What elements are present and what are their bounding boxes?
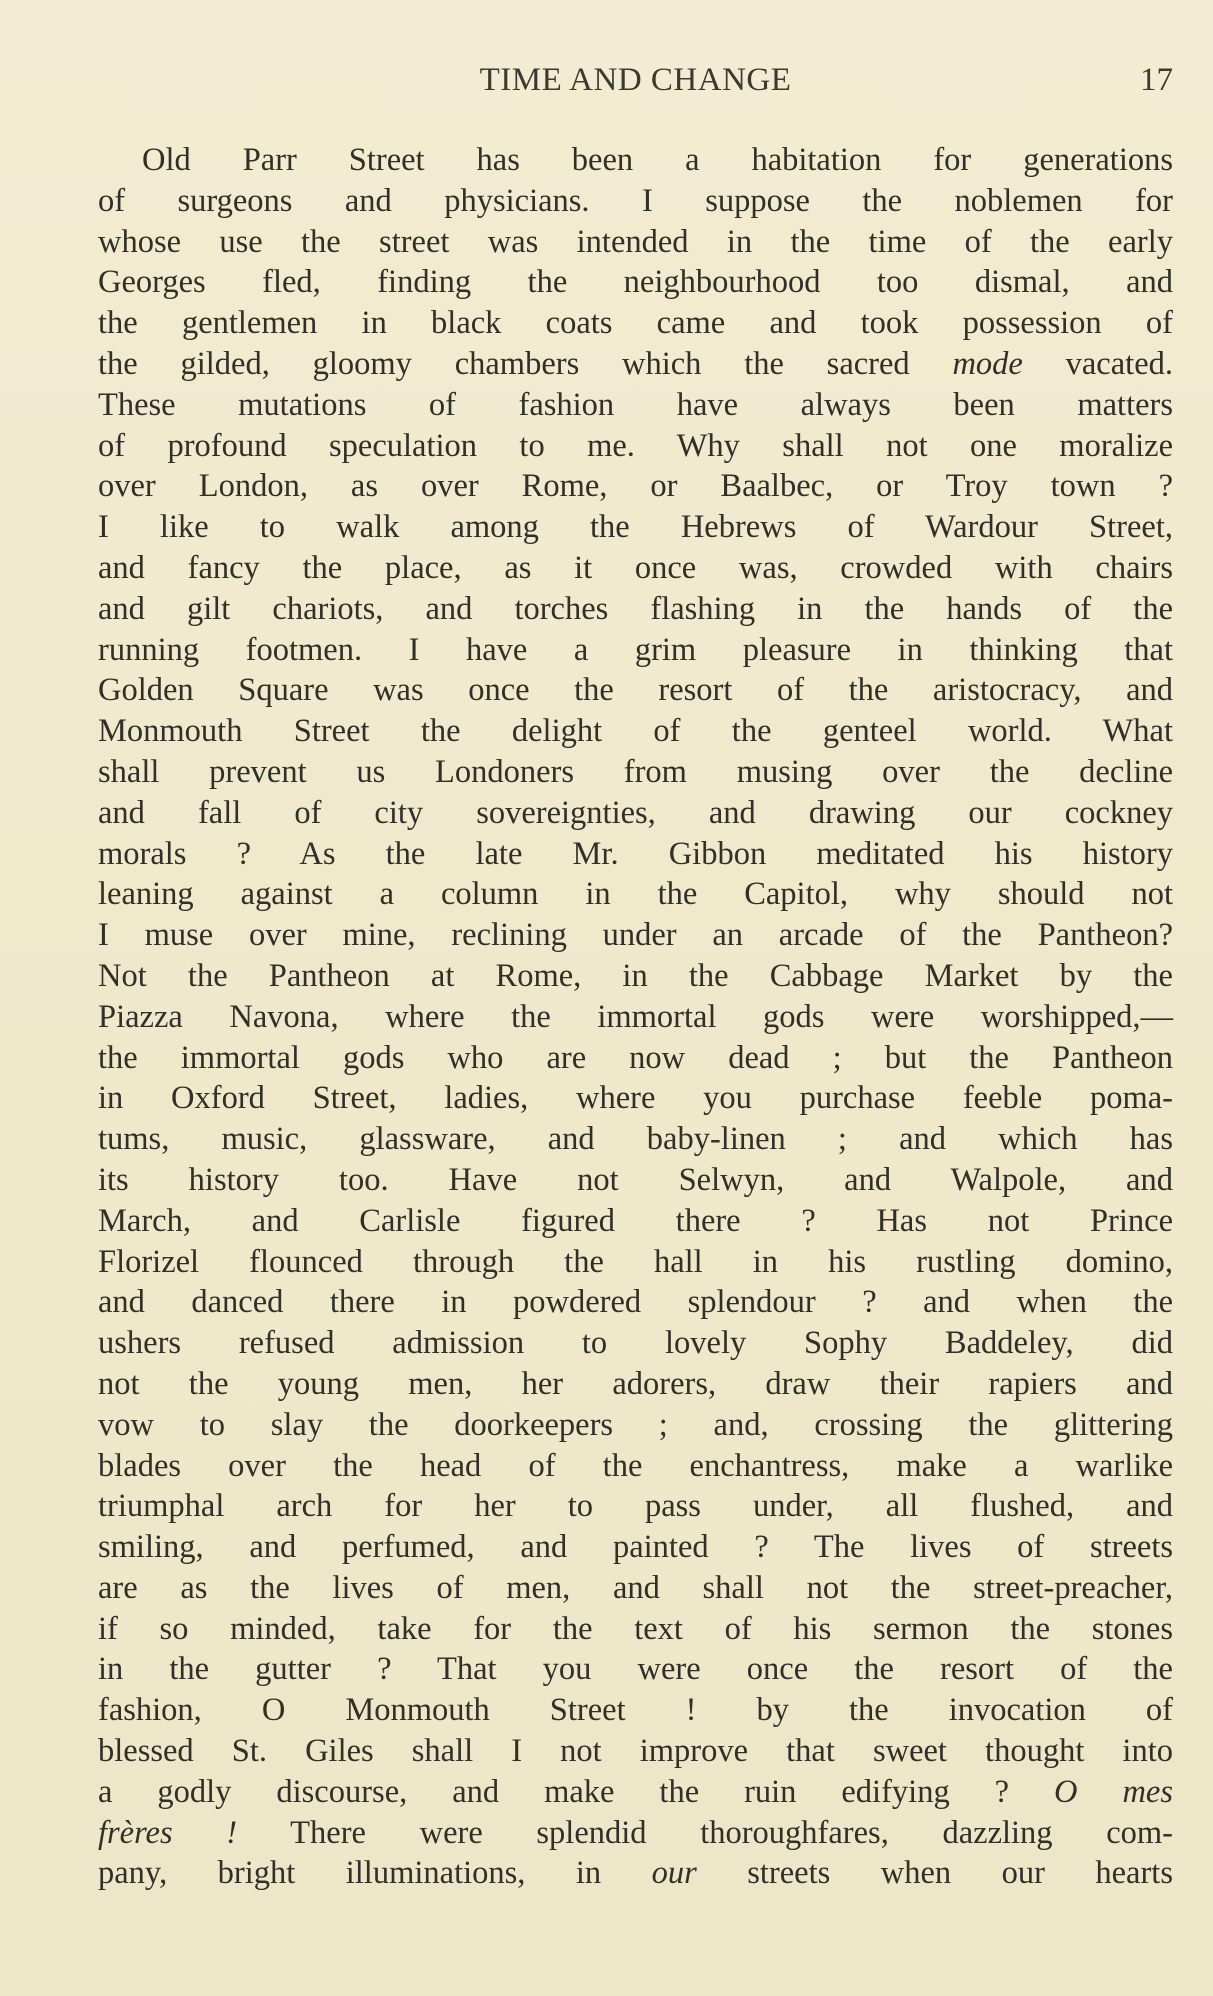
text-line: the immortal gods who are now dead ; but the Pantheon [98, 1039, 1173, 1076]
text-line: Monmouth Street the delight of the genteel world. What [98, 713, 1173, 750]
text-line: of surgeons and physicians. I suppose the noblemen for [98, 182, 1173, 219]
text-line: in Oxford Street, ladies, where you purchase feeble poma- [98, 1080, 1173, 1117]
text-line: leaning against a column in the Capitol, why should not [98, 876, 1173, 913]
text-line: These mutations of fashion have always been matters [98, 386, 1173, 423]
text-line: Georges fled, finding the neighbourhood too dismal, and [98, 264, 1173, 301]
body-paragraph [98, 140, 1173, 1894]
page-number: 17 [1140, 62, 1173, 98]
text-line: ushers refused admission to lovely Sophy Baddeley, did [98, 1325, 1173, 1362]
italic-text: frères ! [98, 1814, 238, 1851]
text-line [98, 1813, 1173, 1854]
text-line: and gilt chariots, and torches flashing in the hands of the [98, 590, 1173, 627]
text-line: and danced there in powdered splendour ? and when the [98, 1284, 1173, 1321]
text-line [98, 1853, 1173, 1894]
italic-text: O mes [1054, 1773, 1174, 1810]
text-line [98, 1772, 1173, 1813]
text-line: whose use the street was intended in the time of the early [98, 223, 1173, 260]
text-line: I muse over mine, reclining under an arcade of the Pantheon? [98, 917, 1173, 954]
text-line: running footmen. I have a grim pleasure in thinking that [98, 631, 1173, 668]
text-line: triumphal arch for her to pass under, all flushed, and [98, 1488, 1173, 1525]
text-line: not the young men, her adorers, draw their rapiers and [98, 1365, 1173, 1402]
text-line: I like to walk among the Hebrews of Wardour Street, [98, 509, 1173, 546]
italic-text: mode [952, 345, 1023, 382]
text-line: smiling, and perfumed, and painted ? The lives of streets [98, 1529, 1173, 1566]
text-line: Not the Pantheon at Rome, in the Cabbage Market by the [98, 957, 1173, 994]
text-line: and fancy the place, as it once was, crowded with chairs [98, 549, 1173, 586]
text-line: blades over the head of the enchantress, make a warlike [98, 1447, 1173, 1484]
running-header [98, 62, 1173, 110]
text-line: of profound speculation to me. Why shall not one moralize [98, 427, 1173, 464]
text-line: Golden Square was once the resort of the aristocracy, and [98, 672, 1173, 709]
text-line: Old Parr Street has been a habitation for generations [142, 142, 1173, 178]
text-run: pany, bright illuminations, in [98, 1855, 652, 1892]
italic-text: our [651, 1855, 697, 1892]
text-line: fashion, O Monmouth Street ! by the invocation of [98, 1692, 1173, 1729]
text-line: vow to slay the doorkeepers ; and, crossing the glittering [98, 1406, 1173, 1443]
text-line: March, and Carlisle figured there ? Has not Prince [98, 1202, 1173, 1239]
text-line: Piazza Navona, where the immortal gods were worshipped,— [98, 998, 1173, 1035]
text-line: are as the lives of men, and shall not the street-preacher, [98, 1569, 1173, 1606]
text-line: and fall of city sovereignties, and drawing our cockney [98, 794, 1173, 831]
text-run: a godly discourse, and make the ruin edifying ? [98, 1773, 1055, 1810]
text-run: streets when our hearts [696, 1855, 1173, 1892]
text-line: shall prevent us Londoners from musing over the decline [98, 753, 1173, 790]
text-line: its history too. Have not Selwyn, and Walpole, and [98, 1161, 1173, 1198]
text-line: if so minded, take for the text of his sermon the stones [98, 1610, 1173, 1647]
text-run: There were splendid thoroughfares, dazzling com- [237, 1814, 1173, 1851]
chapter-title: TIME AND CHANGE [479, 62, 792, 98]
text-line [98, 344, 1173, 385]
text-line: morals ? As the late Mr. Gibbon meditated his history [98, 835, 1173, 872]
text-line: blessed St. Giles shall I not improve that sweet thought into [98, 1733, 1173, 1770]
text-run: the gilded, gloomy chambers which the sacred [98, 345, 953, 382]
text-run: vacated. [1022, 345, 1173, 382]
text-line: tums, music, glassware, and baby-linen ; and which has [98, 1121, 1173, 1158]
text-line: the gentlemen in black coats came and took possession of [98, 305, 1173, 342]
text-line: Florizel flounced through the hall in his rustling domino, [98, 1243, 1173, 1280]
text-line: over London, as over Rome, or Baalbec, or Troy town ? [98, 468, 1173, 505]
text-line: in the gutter ? That you were once the resort of the [98, 1651, 1173, 1688]
